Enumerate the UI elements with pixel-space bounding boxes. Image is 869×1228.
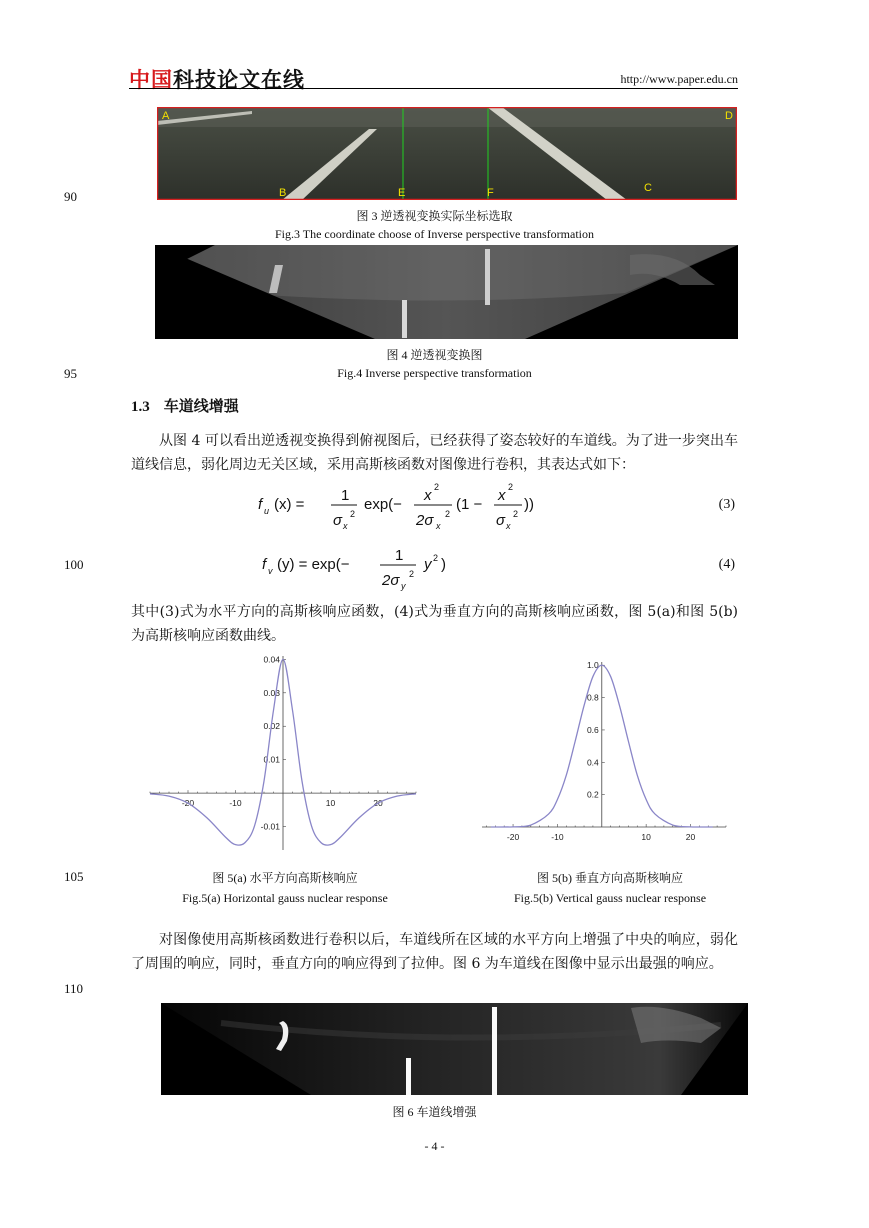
eq3-num1: 1 (341, 487, 350, 504)
fig5b-y-tick-label: 0.8 (586, 692, 599, 703)
fig3-label-c: C (644, 182, 652, 194)
header-divider (129, 88, 738, 89)
fig5b-x-tick-label: 10 (641, 832, 651, 842)
fig3-label-d: D (725, 110, 733, 122)
fig5a-chart (148, 650, 418, 855)
eq3-den1-sub: x (343, 521, 348, 531)
fig5a-y-tick-label: 0.04 (263, 654, 280, 665)
fig5a-x-tick-label: 10 (325, 798, 336, 809)
fig5b-y-tick-label: 0.2 (586, 789, 599, 800)
eq3-num2-sup: 2 (434, 482, 440, 492)
fig3-caption-cn: 图 3 逆透视变换实际坐标选取 (356, 209, 513, 223)
fig3-label-e: E (398, 187, 406, 199)
fig6-caption-cn: 图 6 车道线增强 (392, 1105, 477, 1119)
eq4-f: f (262, 556, 267, 573)
journal-logo (129, 64, 305, 94)
fig5a-y-tick-label: -0.01 (260, 821, 280, 832)
eq4-den-sub: y (401, 581, 406, 591)
line-number: 100 (64, 557, 84, 572)
line-number: 95 (64, 366, 77, 381)
logo-red-text: 中国 (129, 68, 173, 92)
fig5b-y-tick-label: 0.4 (586, 757, 599, 768)
line-number: 105 (64, 869, 84, 884)
eq3-den3-sub: x (506, 521, 511, 531)
eq4-num: 1 (395, 547, 404, 564)
section-number: 1.3 (131, 399, 150, 415)
fig5a-caption-en: Fig.5(a) Horizontal gauss nuclear response (182, 891, 388, 905)
fig5a-y-tick-label: 0.03 (263, 687, 280, 698)
eq3-num3: x (498, 487, 506, 504)
fig3-label-f: F (487, 187, 494, 199)
fig4-caption-cn: 图 4 逆透视变换图 (386, 348, 483, 362)
section-heading (131, 395, 239, 416)
fig5b-x-tick-label: -10 (551, 832, 564, 842)
fig3-label-b: B (279, 187, 287, 199)
eq4-tail: y (424, 556, 432, 573)
fig5b-y-tick-label: 0.6 (586, 724, 599, 735)
line-number: 110 (64, 981, 84, 996)
fig6-image (161, 1003, 748, 1095)
eq3-num2: x (424, 487, 432, 504)
fig4-caption-en: Fig.4 Inverse perspective transformation (337, 366, 532, 380)
fig5b-x-tick-label: 20 (685, 832, 696, 842)
fig5a-x-tick-label: -20 (181, 798, 195, 809)
eq3-arg: (x) = (274, 496, 305, 513)
fig5a-x-tick-label: -10 (229, 798, 242, 809)
fig3-label-a: A (162, 110, 170, 122)
paragraph-2: 其中(3)式为水平方向的高斯核响应函数，(4)式为垂直方向的高斯核响应函数，图 5(a)和图 5(b)为高斯核响应函数曲线。 (131, 604, 738, 644)
paragraph-1: 从图 4 可以看出逆透视变换得到俯视图后，已经获得了姿态较好的车道线。为了进一步突出车道线信息，弱化周边无关区域，采用高斯核函数对图像进行卷积，其表达式如下： (131, 433, 738, 473)
eq3-den1: σ (333, 512, 343, 529)
eq4-tail-sup: 2 (433, 553, 439, 563)
eq3-den1-sup: 2 (350, 509, 356, 519)
eq3-num3-sup: 2 (508, 482, 514, 492)
eq3-den2: 2σ (416, 512, 434, 529)
equation-3-number: (3) (718, 497, 735, 512)
eq3-den2-sub: x (436, 521, 441, 531)
fig3-caption-en: Fig.3 The coordinate choose of Inverse perspective transformation (274, 227, 594, 241)
header-url[interactable]: http://www.paper.edu.cn (620, 72, 738, 86)
fig4-image (155, 245, 738, 339)
fig5a-caption-cn: 图 5(a) 水平方向高斯核响应 (212, 871, 358, 885)
eq4-arg: (y) = exp(− (277, 556, 350, 573)
fig5b-caption-cn: 图 5(b) 垂直方向高斯核响应 (537, 871, 683, 885)
eq3-end: )) (524, 496, 534, 513)
eq4-den: 2σ (382, 572, 400, 589)
fig5a-y-tick-label: 0.02 (263, 721, 280, 732)
fig5a-y-tick-label: 0.01 (263, 754, 280, 765)
fig5b-chart (480, 652, 730, 842)
equation-3 (0, 476, 869, 536)
eq3-mid: (1 − (456, 496, 483, 513)
page-number: - 4 - (424, 1139, 445, 1153)
eq4-den-sup: 2 (409, 569, 415, 579)
fig5b-y-tick-label: 1.0 (586, 660, 599, 671)
section-title: 车道线增强 (163, 397, 239, 415)
equation-4 (0, 538, 869, 596)
fig5b-x-tick-label: -20 (506, 832, 520, 842)
fig3-image (157, 107, 737, 200)
eq3-den3-sup: 2 (513, 509, 519, 519)
eq3-den3: σ (496, 512, 506, 529)
eq3-exp: exp(− (364, 496, 402, 513)
eq4-sub-v: v (268, 566, 273, 576)
equation-4-number: (4) (718, 557, 735, 572)
paragraph-3: 对图像使用高斯核函数进行卷积以后，车道线所在区域的水平方向上增强了中央的响应，弱化了周围的响应，同时，垂直方向的响应得到了拉伸。图 6 为车道线在图像中显示出最强的响应。 (131, 932, 738, 972)
line-number: 90 (64, 189, 77, 204)
eq3-den2-sup: 2 (445, 509, 451, 519)
logo-black-text: 科技论文在线 (173, 68, 305, 92)
eq3-f: f (258, 496, 263, 513)
eq3-sub-u: u (264, 506, 270, 516)
eq4-end: ) (441, 556, 446, 573)
fig5a-x-tick-label: 20 (373, 798, 383, 809)
fig5b-caption-en: Fig.5(b) Vertical gauss nuclear response (513, 891, 707, 905)
